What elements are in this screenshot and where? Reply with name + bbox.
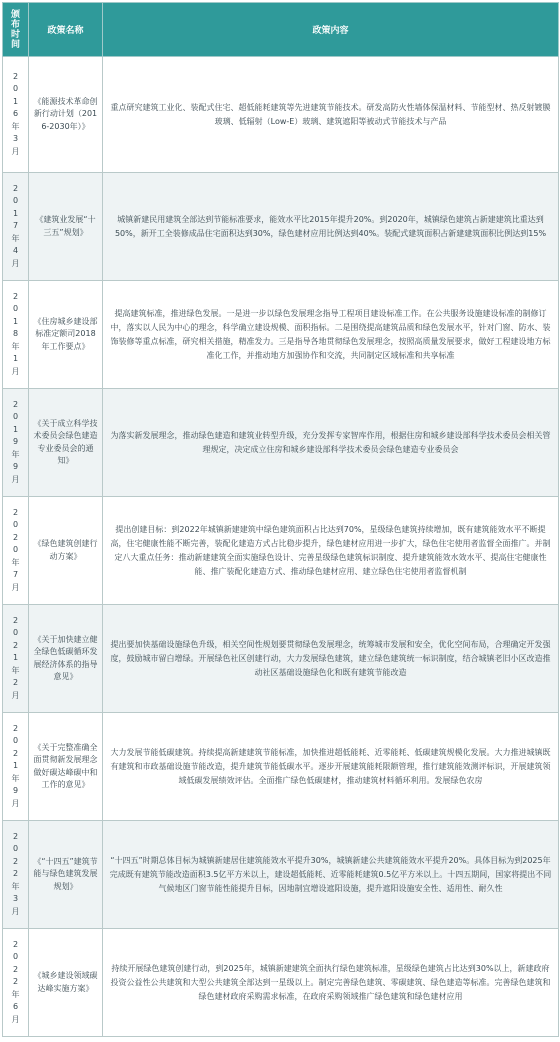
row-time: 2021年2月 [3,605,29,713]
row-content: 重点研究建筑工业化、装配式住宅、超低能耗建筑等先进建筑节能技术。研发高防火性墙体保温材料、节能型材、热反射镀膜玻璃、低辐射（Low-E）玻璃、建筑遮阳等被动式节能技术与产品 [103,57,559,173]
row-name: 《建筑业发展“十三五”规划》 [29,173,103,281]
row-time: 2022年3月 [3,821,29,929]
row-time: 2017年4月 [3,173,29,281]
policy-table-container [2,2,558,1037]
row-name: 《绿色建筑创建行动方案》 [29,497,103,605]
row-time: 2020年7月 [3,497,29,605]
table-header-row [3,3,559,57]
row-content: 持续开展绿色建筑创建行动，到2025年，城镇新建建筑全面执行绿色建筑标准，星级绿色建筑占比达到30%以上，新建政府投资公益性公共建筑和大型公共建筑全部达到一星级以上。制定完善绿色建筑、零碳建筑、绿色建造等标准。完善绿色建筑和绿色建材政府采购需求标准，在政府采购领域推广绿色建筑和绿色建材应用 [103,929,559,1037]
row-content: 大力发展节能低碳建筑。持续提高新建建筑节能标准，加快推进超低能耗、近零能耗、低碳建筑规模化发展。大力推进城镇既有建筑和市政基础设施节能改造，提升建筑节能低碳水平。逐步开展建筑能耗限额管理，推行建筑能效测评标识，开展建筑领域低碳发展绩效评估。全面推广绿色低碳建材，推动建筑材料循环利用。发展绿色农房 [103,713,559,821]
table-row [3,713,559,821]
table-row [3,497,559,605]
table-row [3,173,559,281]
row-content: 提高建筑标准，推进绿色发展。一是进一步以绿色发展理念指导工程项目建设标准工作。在公共服务设施建设标准的制修订中，落实以人民为中心的理念，科学确立建设规模、面积指标。二是围绕提高建筑品质和绿色发展水平，针对门窗、防水、装饰装修等重点标准，研究相关措施，精准发力。三是指导各地贯彻绿色发展理念，按照高质量发展要求，做好工程建设地方标准化工作，并推动地方加强协作和交流，共同制定区域标准和共享标准 [103,281,559,389]
table-row [3,281,559,389]
row-name: 《“十四五”建筑节能与绿色建筑发展规划》 [29,821,103,929]
row-name: 《关于完整准确全面贯彻新发展理念做好碳达峰碳中和工作的意见》 [29,713,103,821]
row-content: 为落实新发展理念，推动绿色建造和建筑业转型升级，充分发挥专家智库作用，根据住房和城乡建设部科学技术委员会相关管理规定，决定成立住房和城乡建设部科学技术委员会绿色建造专业委员会 [103,389,559,497]
row-time: 2018年1月 [3,281,29,389]
row-time: 2022年6月 [3,929,29,1037]
row-name: 《关于加快建立健全绿色低碳循环发展经济体系的指导意见》 [29,605,103,713]
table-row [3,605,559,713]
row-content: “十四五”时期总体目标为城镇新建居住建筑能效水平提升30%，城镇新建公共建筑能效水平提升20%。具体目标为到2025年完成既有建筑节能改造面积3.5亿平方米以上，建设超低能耗、近零能耗建筑0.5亿平方米以上。十四五期间，国家将提出不同气候地区门窗节能性能提升目标，因地制宜增设遮阳设施，提升遮阳设施安全性、适用性、耐久性 [103,821,559,929]
row-name: 《能源技术革命创新行动计划（2016-2030年）》 [29,57,103,173]
table-row [3,389,559,497]
row-content: 城镇新建民用建筑全部达到节能标准要求，能效水平比2015年提升20%。到2020年，城镇绿色建筑占新建建筑比重达到50%，新开工全装修成品住宅面积达到30%，绿色建材应用比例达到40%。装配式建筑面积占新建建筑面积比例达到15% [103,173,559,281]
row-time: 2021年9月 [3,713,29,821]
row-name: 《住房城乡建设部标准定额司2018年工作要点》 [29,281,103,389]
header-content: 政策内容 [103,3,559,57]
header-time: 颁布时间 [3,3,29,57]
row-name: 《关于成立科学技术委员会绿色建造专业委员会的通知》 [29,389,103,497]
table-row [3,57,559,173]
row-name: 《城乡建设领域碳达峰实施方案》 [29,929,103,1037]
row-time: 2019年9月 [3,389,29,497]
row-time: 2016年3月 [3,57,29,173]
header-name: 政策名称 [29,3,103,57]
table-row [3,821,559,929]
row-content: 提出创建目标：到2022年城镇新建建筑中绿色建筑面积占比达到70%，星级绿色建筑持续增加，既有建筑能效水平不断提高，住宅健康性能不断完善，装配化建造方式占比稳步提升，绿色建材应用进一步扩大，绿色住宅使用者监督全面推广。并制定八大重点任务：推动新建建筑全面实施绿色设计、完善星级绿色建筑标识制度、提升建筑能效水效水平、提高住宅健康性能、推广装配化建造方式、推动绿色建材应用、建立绿色住宅使用者监督机制 [103,497,559,605]
table-row [3,929,559,1037]
policy-table [2,2,559,1037]
row-content: 提出要加快基础设施绿色升级，相关空间性规划要贯彻绿色发展理念，统筹城市发展和安全，优化空间布局，合理确定开发强度，鼓励城市留白增绿。开展绿色社区创建行动，大力发展绿色建筑，建立绿色建筑统一标识制度，结合城镇老旧小区改造推动社区基础设施绿色化和既有建筑节能改造 [103,605,559,713]
